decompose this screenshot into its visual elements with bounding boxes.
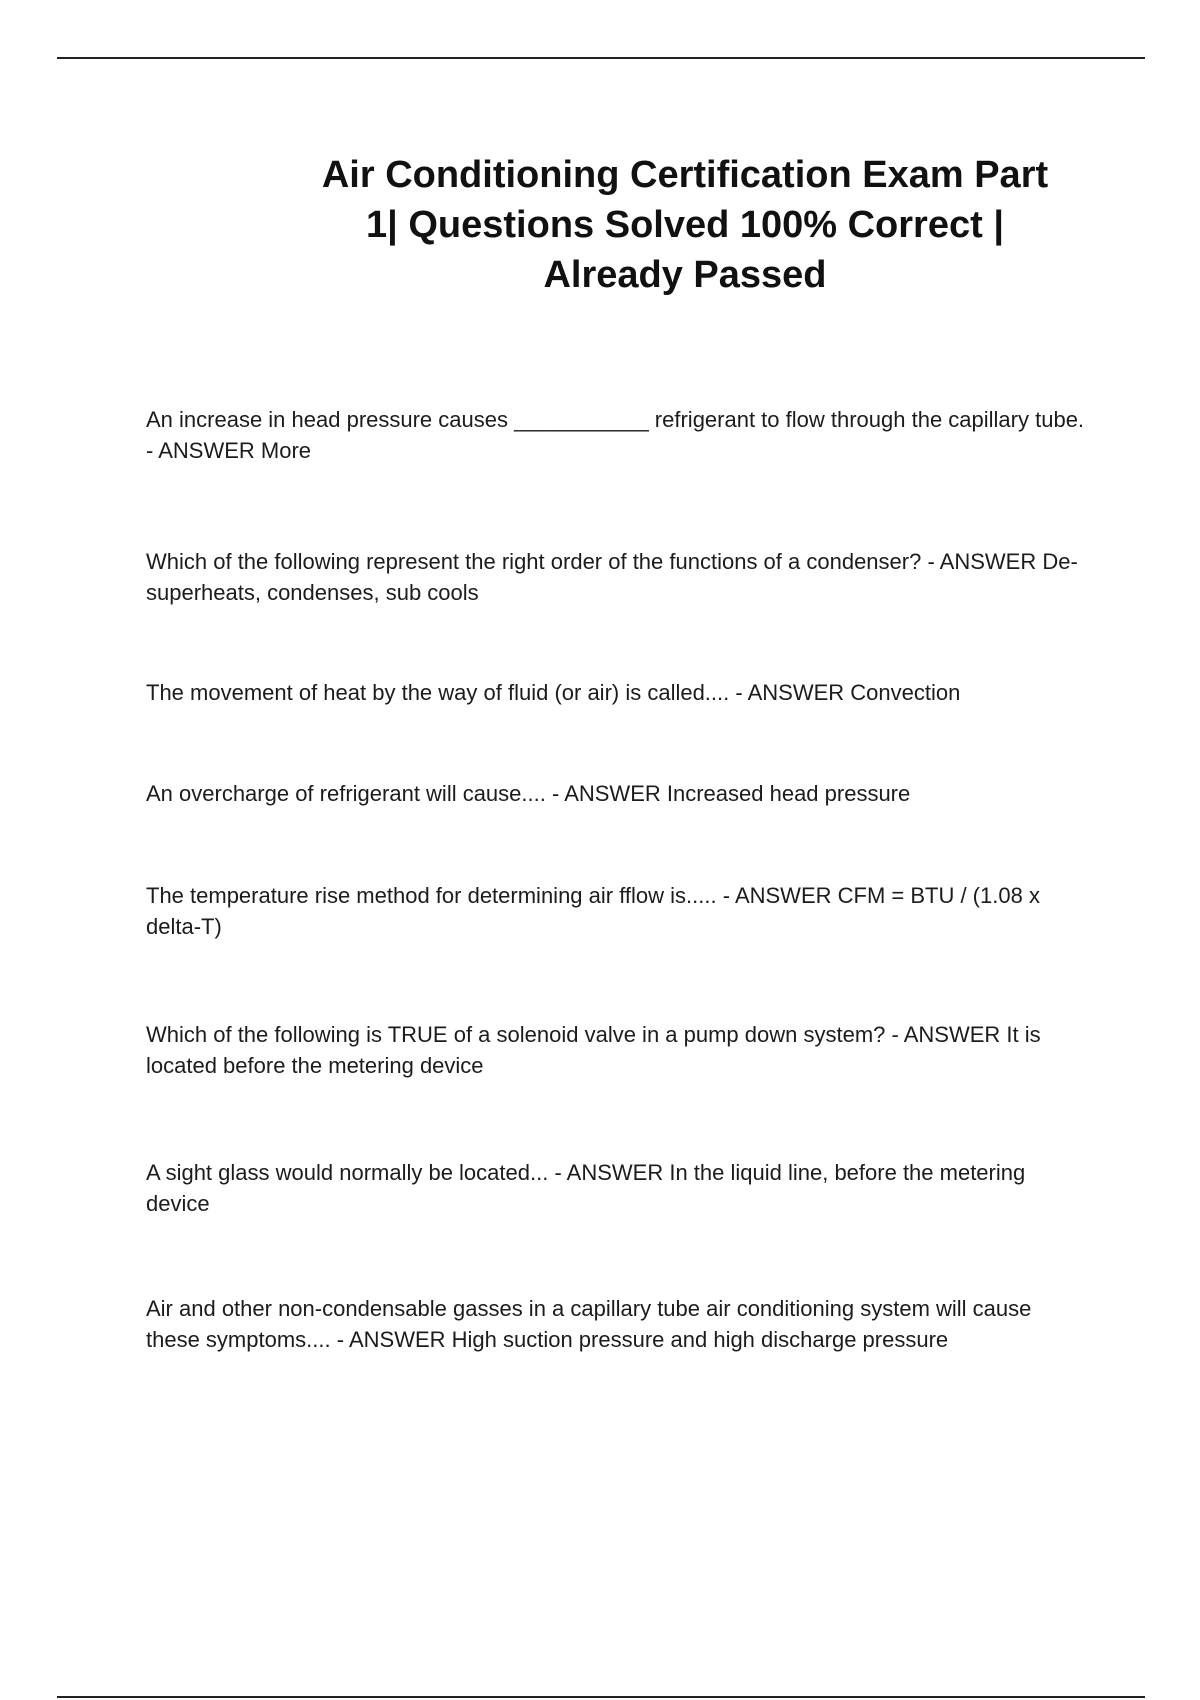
title-line: 1| Questions Solved 100% Correct | [366,204,1004,246]
question-item: The temperature rise method for determining air fflow is..... - ANSWER CFM = BTU / (1.08 x delta-T) [146,883,1040,939]
question-item: Air and other non-condensable gasses in a capillary tube air conditioning system will cause these symptoms.... - ANSWER High suction pressure and high discharge pressure [146,1296,1032,1352]
question-item: A sight glass would normally be located... - ANSWER In the liquid line, before the metering device [146,1160,1026,1216]
title-line: Already Passed [543,254,827,296]
question-item: Which of the following represent the right order of the functions of a condenser? - ANSWER De-superheats, condenses, sub cools [146,549,1078,605]
top-rule [57,57,1145,59]
question-item: Which of the following is TRUE of a solenoid valve in a pump down system? - ANSWER It is located before the metering device [146,1022,1041,1078]
title-line: Air Conditioning Certification Exam Part [321,154,1049,196]
question-item: An increase in head pressure causes ___________ refrigerant to flow through the capillary tube. - ANSWER More [146,407,1085,463]
bottom-rule [57,1696,1145,1698]
question-item: An overcharge of refrigerant will cause.... - ANSWER Increased head pressure [146,781,911,806]
document-title [290,150,1080,300]
question-item: The movement of heat by the way of fluid (or air) is called.... - ANSWER Convection [146,680,961,705]
